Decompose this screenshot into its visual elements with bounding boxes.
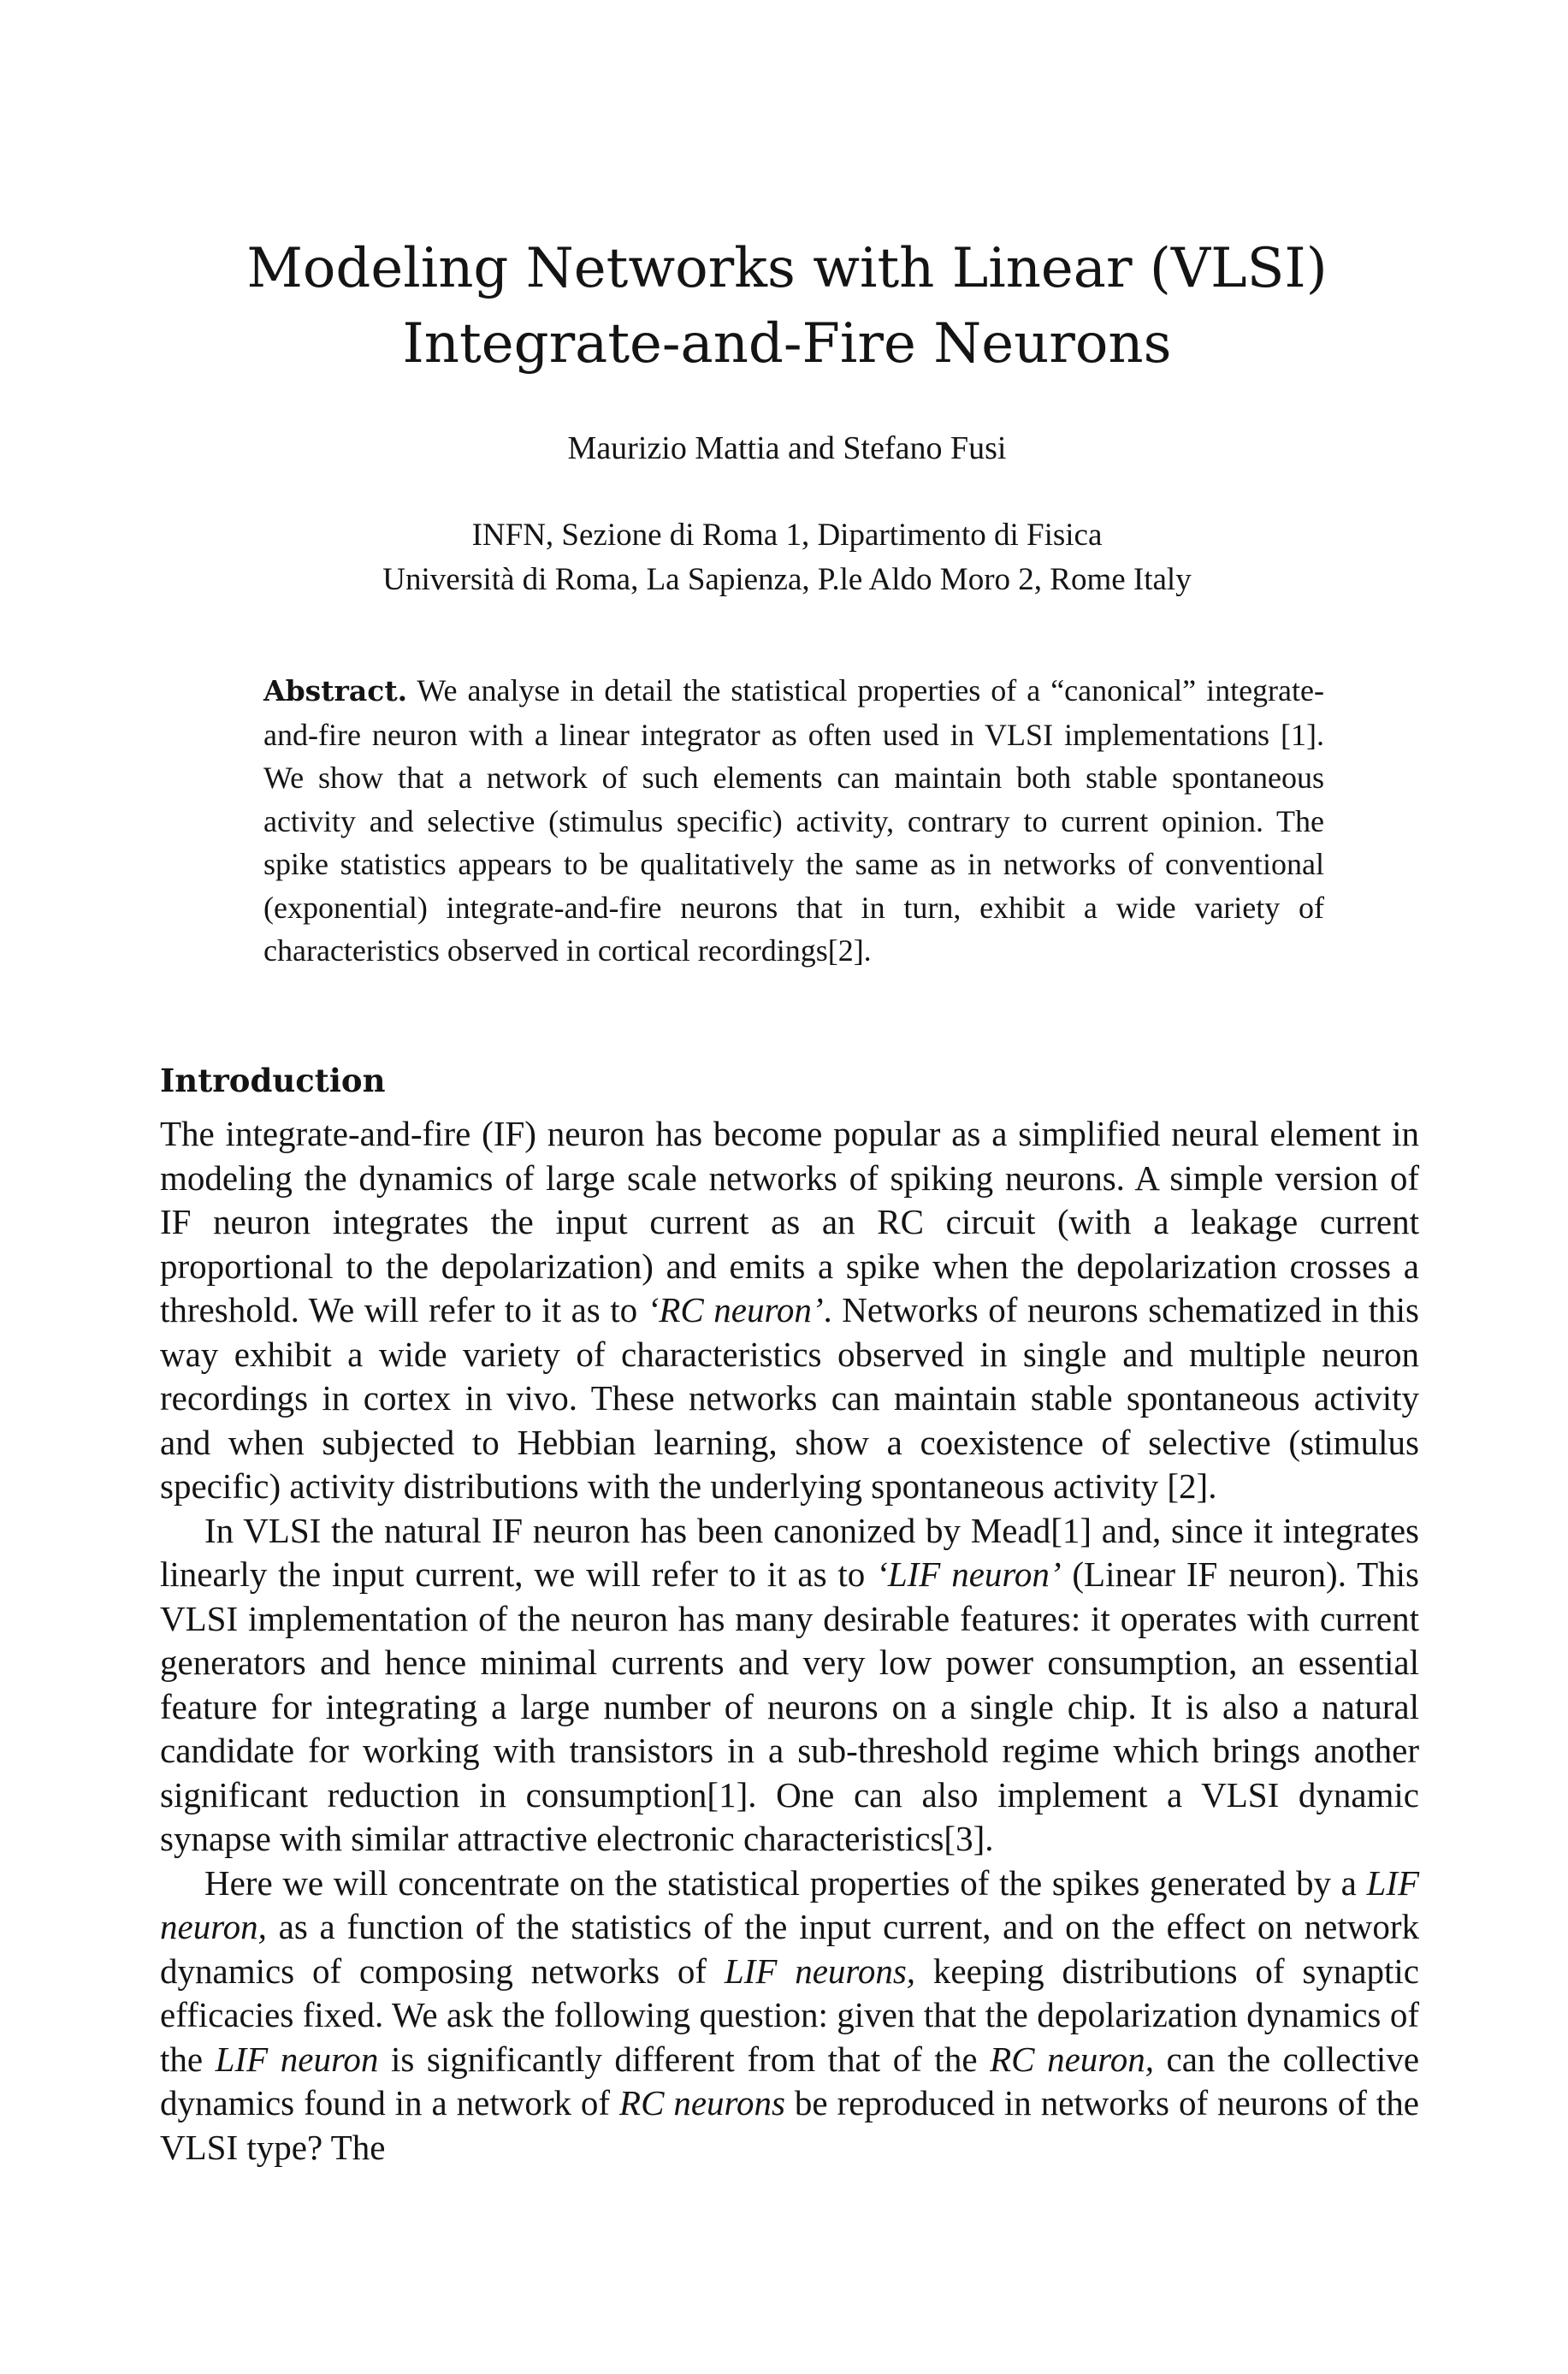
text-run: In VLSI the natural IF neuron has been canonized by Mead[1] and, since it integrates linearly the input current, we will refer to it as to xyxy=(160,1510,1419,1594)
text-run: as a function of the statistics of the input current, and on the effect on network dynamics of composing networks of xyxy=(160,1907,1419,1991)
paragraph-3 xyxy=(160,1862,1419,2170)
paragraph-1 xyxy=(160,1112,1419,1509)
title-line-1: Modeling Networks with Linear (VLSI) xyxy=(246,237,1328,300)
affiliation-line-1: INFN, Sezione di Roma 1, Dipartimento di Fisica xyxy=(471,518,1103,553)
text-run: is significantly different from that of the xyxy=(378,2039,991,2079)
abstract-text: We analyse in detail the statistical properties of a “canonical” integrate-and-fire neuron with a linear integrator as often used in VLSI implementations [1]. We show that a network of such elements can maintain both stable spontaneous activity and selective (stimulus specific) activity, contrary to current opinion. The spike statistics appears to be qualitatively the same as in networks of conventional (exponential) integrate-and-fire neurons that in turn, exhibit a wide variety of characteristics observed in cortical recordings[2]. xyxy=(263,673,1324,968)
abstract-label: Abstract. xyxy=(263,674,408,707)
abstract xyxy=(263,669,1324,973)
text-run: (Linear IF neuron). This VLSI implementation of the neuron has many desirable features: it operates with current generators and hence minimal currents and very low power consumption, an essential feature for integrating a large number of neurons on a single chip. It is also a natural candidate for working with transistors in a sub-threshold regime which brings another significant reduction in consumption[1]. One can also implement a VLSI dynamic synapse with similar attractive electronic characteristics[3]. xyxy=(160,1554,1419,1858)
text-run: The integrate-and-fire (IF) neuron has become popular as a simplified neural element in modeling the dynamics of large scale networks of spiking neurons. A simple version of IF neuron integrates the input current as an RC circuit (with a leakage current proportional to the depolarization) and emits a spike when the depolarization crosses a threshold. We will refer to it as to xyxy=(160,1114,1419,1329)
text-run: keeping distributions of synaptic efficacies fixed. We ask the following question: given that the depolarization dynamics of the xyxy=(160,1951,1420,2079)
paper-title xyxy=(154,231,1420,382)
affiliation-line-2: Università di Roma, La Sapienza, P.le Aldo Moro 2, Rome Italy xyxy=(382,562,1192,597)
text-run: be reproduced in networks of neurons of the VLSI type? The xyxy=(160,2083,1419,2167)
text-run: . Networks of neurons schematized in this way exhibit a wide variety of characteristics observed in single and multiple neuron recordings in cortex in vivo. These networks can maintain stable spontaneous activity and when subjected to Hebbian learning, show a coexistence of selective (stimulus specific) activity distributions with the underlying spontaneous activity [2]. xyxy=(160,1290,1419,1506)
italic-term: LIF neurons, xyxy=(724,1951,916,1991)
italic-term: ‘RC neuron’ xyxy=(647,1290,824,1329)
section-heading-introduction: Introduction xyxy=(160,1062,386,1099)
italic-term: RC neurons xyxy=(619,2083,785,2122)
italic-term: LIF neuron, xyxy=(160,1862,1419,1946)
italic-term: ‘LIF neuron’ xyxy=(876,1554,1062,1594)
text-run: can the collective dynamics found in a network of xyxy=(160,2039,1420,2122)
title-line-2: Integrate-and-Fire Neurons xyxy=(402,312,1172,376)
introduction-body xyxy=(160,1112,1419,2170)
italic-term: RC neuron, xyxy=(990,2039,1154,2079)
paragraph-2 xyxy=(160,1509,1419,1862)
authors: Maurizio Mattia and Stefano Fusi xyxy=(567,430,1007,466)
affiliation xyxy=(154,513,1420,602)
italic-term: LIF neuron xyxy=(215,2039,379,2079)
text-run: Here we will concentrate on the statistical properties of the spikes generated by a xyxy=(204,1862,1367,1903)
